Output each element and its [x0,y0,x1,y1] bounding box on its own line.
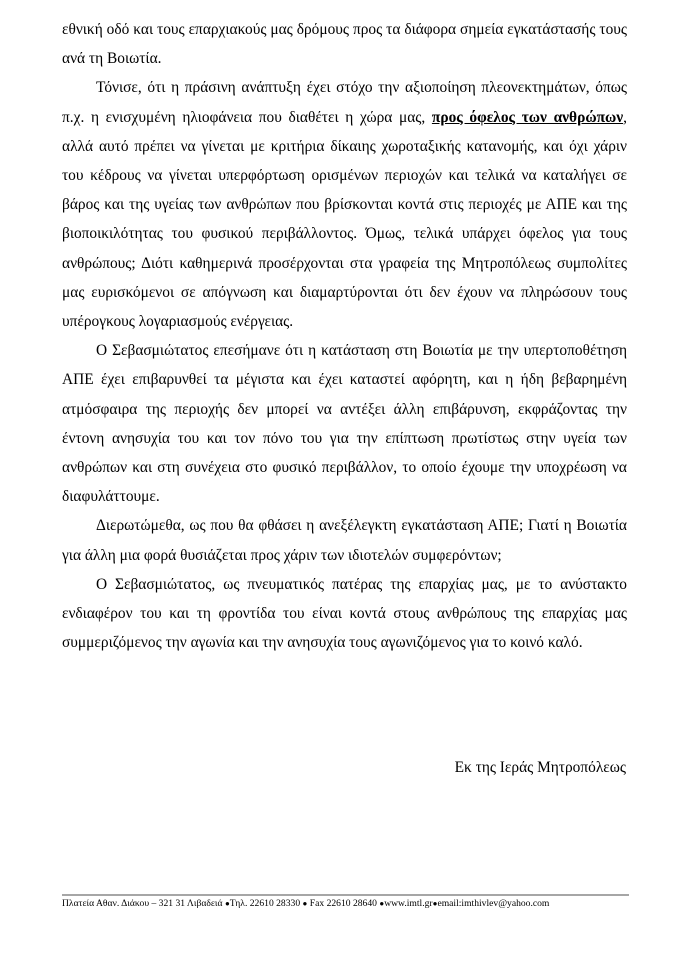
paragraph-situation-boeotia [62,336,627,511]
footer-contact [62,897,642,911]
footer-email-link[interactable]: email:imthivlev@yahoo.com [437,898,550,909]
paragraph-question [62,511,627,569]
footer-address: Πλατεία Αθαν. Διάκου – 321 31 Λιβαδειά [62,898,223,909]
paragraph-closing [62,570,627,658]
paragraph-text: Ο Σεβασμιώτατος, ως πνευματικός πατέρας της επαρχίας μας, με το ανύστακτο ενδιαφέρον του και τη φροντίδα του είναι κοντά στους ανθρώπους της επαρχίας μας συμμεριζόμενος την αγωνία και την ανησυχία τους αγωνιζόμενος για το κοινό καλό. [62,575,627,652]
document-body [62,15,627,657]
footer-phone: Τηλ. 22610 28330 [229,898,301,909]
bullet-icon: ● [302,899,308,908]
paragraph-text: , αλλά αυτό πρέπει να γίνεται με κριτήρια δίκαιης χωροταξικής κατανομής, και όχι χάριν του κέδρους να γίνεται υπερφόρτωση ορισμένων περιοχών και τελικά να καταλήγει σε βάρος και της υγείας των ανθρώπων που βρίσκονται κοντά στις περιοχές με ΑΠΕ και της βιοποικιλότητας του φυσικού περιβάλλοντος. Όμως, τελικά υπάρχει όφελος για τους ανθρώπους; Διότι καθημερινά προσέρχονται στα γραφεία της Μητροπόλεως συμπολίτες μας ευρισκόμενοι σε απόγνωση και διαμαρτύρονται ότι δεν έχουν να πληρώσουν τους υπέρογκους λογαριασμούς ενέργειας. [62,108,627,331]
paragraph-text: Διερωτώμεθα, ως που θα φθάσει η ανεξέλεγκτη εγκατάσταση ΑΠΕ; Γιατί η Βοιωτία για άλλη μια φορά θυσιάζεται προς χάριν των ιδιοτελών συμφερόντων; [62,517,627,564]
paragraph-text: Τόνισε, ότι η πράσινη ανάπτυξη έχει στόχο την αξιοποίηση πλεονεκτημάτων, όπως π.χ. η ενισχυμένη ηλιοφάνεια που διαθέτει η χώρα μας, [62,79,627,126]
bullet-icon: ● [432,899,438,908]
paragraph-text: Ο Σεβασμιώτατος επεσήμανε ότι η κατάσταση στη Βοιωτία με την υπερτοποθέτηση ΑΠΕ έχει επιβαρυνθεί τα μέγιστα και έχει καταστεί αφόρητη, και η ήδη βεβαρημένη ατμόσφαιρα της περιοχής δεν μπορεί να αντέξει άλλη επιβάρυνση, εκφράζοντας την έντονη ανησυχία του και τον πόνο του για την επίπτωση πρωτίστως στην υγεία των ανθρώπων και στη συνέχεια στο φυσικό περιβάλλον, το οποίο έχουμε την υποχρέωση να διαφυλάττουμε. [62,342,627,506]
emphasis-bold-underline: προς όφελος των ανθρώπων [431,108,624,126]
signature: Εκ της Ιεράς Μητροπόλεως [454,759,626,776]
footer-fax: Fax 22610 28640 [309,898,377,909]
footer-divider [62,894,629,896]
bullet-icon: ● [224,899,230,908]
paragraph-text: εθνική οδό και τους επαρχιακούς μας δρόμους προς τα διάφορα σημεία εγκατάστασής τους ανά τη Βοιωτία. [62,21,627,68]
bullet-icon: ● [379,899,385,908]
paragraph-green-development [62,73,627,336]
paragraph-continuation [62,15,627,73]
footer-website-link[interactable]: www.imtl.gr [384,898,433,909]
